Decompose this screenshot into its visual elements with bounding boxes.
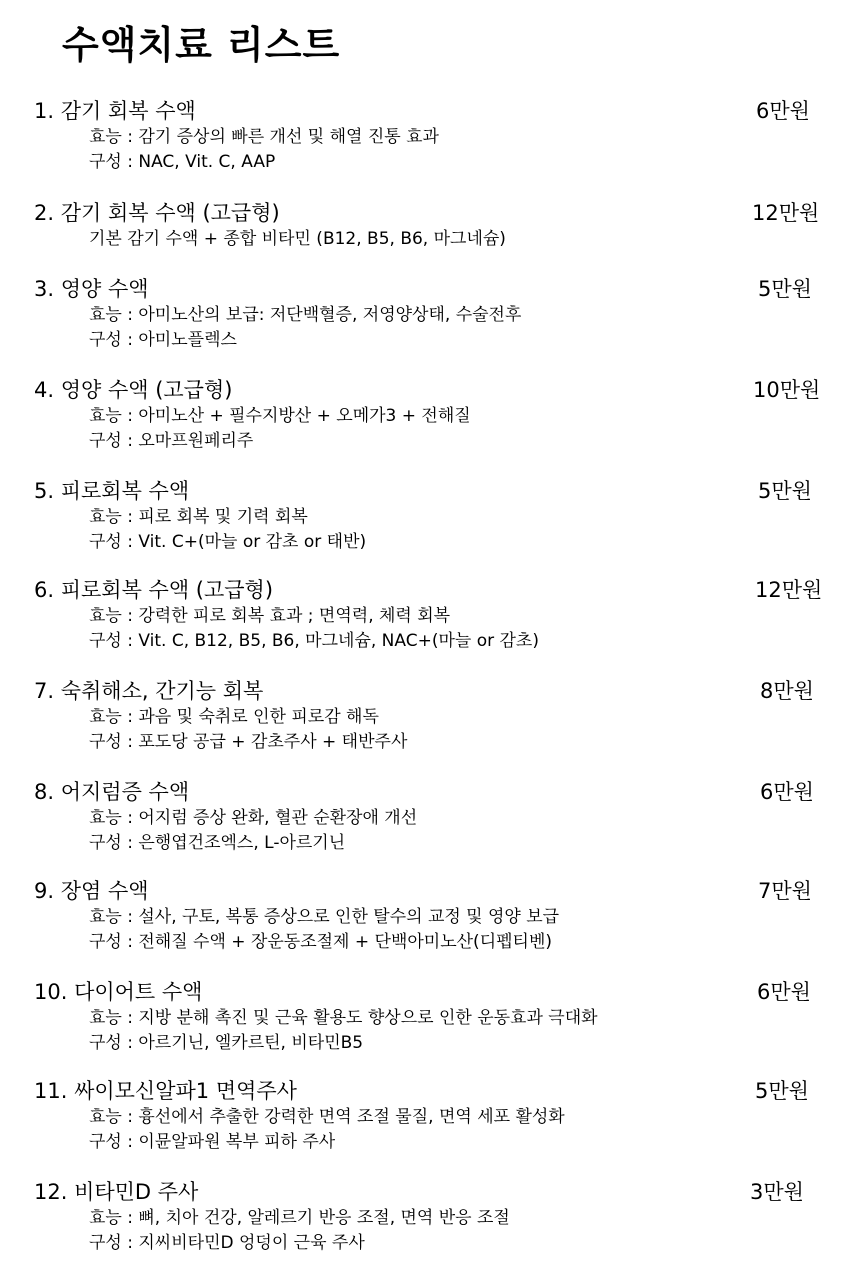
item-title: 12. 비타민D 주사 xyxy=(34,1180,199,1204)
treatment-item-4 xyxy=(0,376,848,466)
item-price: 5만원 xyxy=(758,479,812,503)
item-efficacy: 효능 : 감기 증상의 빠른 개선 및 해열 진통 효과 xyxy=(89,127,439,147)
item-title: 11. 싸이모신알파1 면역주사 xyxy=(34,1079,297,1103)
item-composition: 구성 : 지씨비타민D 엉덩이 근육 주사 xyxy=(89,1233,365,1253)
treatment-item-10 xyxy=(0,978,848,1068)
item-title: 1. 감기 회복 수액 xyxy=(34,99,196,123)
item-efficacy: 효능 : 뼈, 치아 건강, 알레르기 반응 조절, 면역 반응 조절 xyxy=(89,1208,510,1228)
item-efficacy: 효능 : 아미노산의 보급: 저단백혈증, 저영양상태, 수술전후 xyxy=(89,305,522,325)
item-price: 10만원 xyxy=(753,378,821,402)
treatment-item-1 xyxy=(0,97,848,187)
item-price: 6만원 xyxy=(760,780,814,804)
treatment-item-6 xyxy=(0,576,848,666)
item-description: 기본 감기 수액 + 종합 비타민 (B12, B5, B6, 마그네슘) xyxy=(89,229,506,249)
item-composition: 구성 : 전해질 수액 + 장운동조절제 + 단백아미노산(디펩티벤) xyxy=(89,932,553,952)
item-title: 10. 다이어트 수액 xyxy=(34,980,203,1004)
treatment-item-12 xyxy=(0,1178,848,1268)
treatment-item-9 xyxy=(0,877,848,967)
item-efficacy: 효능 : 설사, 구토, 복통 증상으로 인한 탈수의 교정 및 영양 보급 xyxy=(89,907,560,927)
item-efficacy: 효능 : 과음 및 숙취로 인한 피로감 해독 xyxy=(89,707,379,727)
item-composition: 구성 : 아미노플렉스 xyxy=(89,330,237,350)
item-composition: 구성 : 아르기닌, 엘카르틴, 비타민B5 xyxy=(89,1033,364,1053)
treatment-item-11 xyxy=(0,1077,848,1167)
treatment-item-3 xyxy=(0,275,848,365)
item-efficacy: 효능 : 아미노산 + 필수지방산 + 오메가3 + 전해질 xyxy=(89,406,471,426)
item-price: 6만원 xyxy=(757,980,811,1004)
item-price: 12만원 xyxy=(752,201,820,225)
treatment-item-8 xyxy=(0,778,848,868)
treatment-item-5 xyxy=(0,477,848,567)
item-efficacy: 효능 : 피로 회복 및 기력 회복 xyxy=(89,507,308,527)
item-composition: 구성 : Vit. C+(마늘 or 감초 or 태반) xyxy=(89,532,367,552)
item-efficacy: 효능 : 지방 분해 촉진 및 근육 활용도 향상으로 인한 운동효과 극대화 xyxy=(89,1008,598,1028)
item-efficacy: 효능 : 흉선에서 추출한 강력한 면역 조절 물질, 면역 세포 활성화 xyxy=(89,1107,565,1127)
item-composition: 구성 : 은행엽건조엑스, L-아르기닌 xyxy=(89,833,346,853)
treatment-item-7 xyxy=(0,677,848,767)
item-price: 7만원 xyxy=(758,879,812,903)
item-composition: 구성 : NAC, Vit. C, AAP xyxy=(89,152,276,172)
item-efficacy: 효능 : 어지럼 증상 완화, 혈관 순환장애 개선 xyxy=(89,808,418,828)
item-title: 4. 영양 수액 (고급형) xyxy=(34,378,233,402)
item-title: 9. 장염 수액 xyxy=(34,879,149,903)
item-composition: 구성 : 포도당 공급 + 감초주사 + 태반주사 xyxy=(89,732,408,752)
item-composition: 구성 : Vit. C, B12, B5, B6, 마그네슘, NAC+(마늘 or 감초) xyxy=(89,631,539,651)
item-title: 3. 영양 수액 xyxy=(34,277,149,301)
page-title: 수액치료 리스트 xyxy=(62,23,341,67)
item-price: 8만원 xyxy=(760,679,814,703)
item-title: 8. 어지럼증 수액 xyxy=(34,780,190,804)
item-price: 12만원 xyxy=(755,578,823,602)
item-price: 6만원 xyxy=(756,99,810,123)
item-price: 5만원 xyxy=(758,277,812,301)
item-efficacy: 효능 : 강력한 피로 회복 효과 ; 면역력, 체력 회복 xyxy=(89,606,451,626)
item-title: 2. 감기 회복 수액 (고급형) xyxy=(34,201,280,225)
item-title: 5. 피로회복 수액 xyxy=(34,479,190,503)
item-composition: 구성 : 이뮨알파원 복부 피하 주사 xyxy=(89,1132,336,1152)
item-price: 5만원 xyxy=(755,1079,809,1103)
item-composition: 구성 : 오마프원페리주 xyxy=(89,431,254,451)
item-title: 7. 숙취해소, 간기능 회복 xyxy=(34,679,264,703)
item-price: 3만원 xyxy=(750,1180,804,1204)
item-title: 6. 피로회복 수액 (고급형) xyxy=(34,578,274,602)
